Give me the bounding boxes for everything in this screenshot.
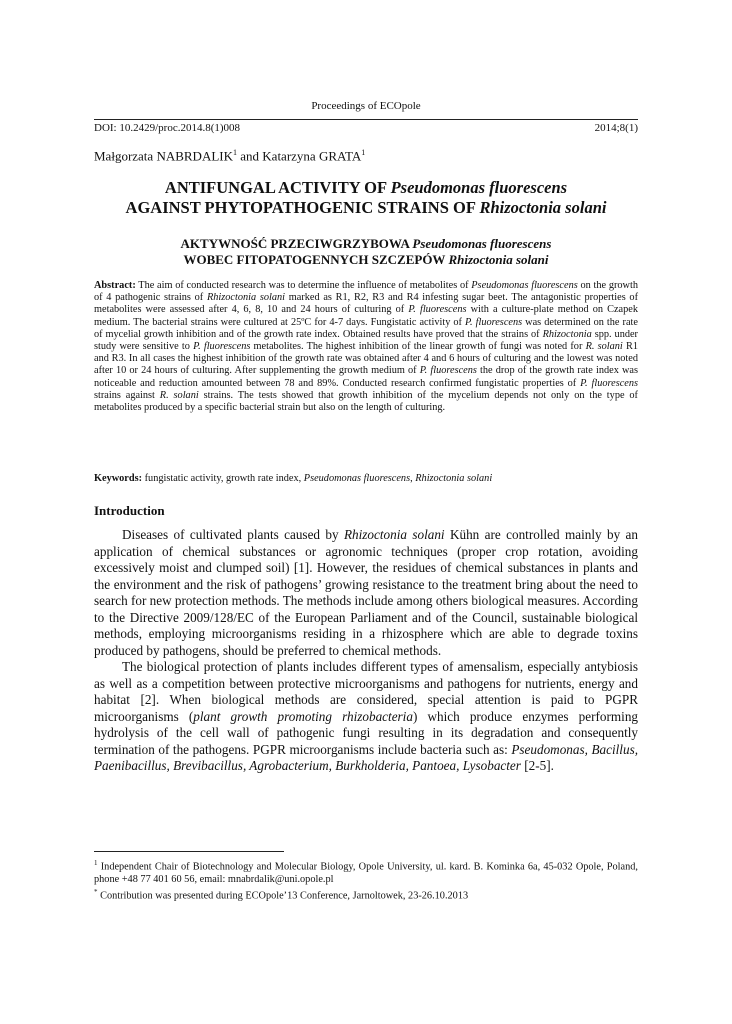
abstract-species: R. solani: [159, 389, 199, 401]
abstract-species: Rhizoctonia solani: [206, 292, 286, 304]
author-line: [94, 148, 365, 164]
footnote-2-text: Contribution was presented during ECOpole’13 Conference, Jarnoltowek, 23-26.10.2013: [97, 890, 469, 902]
abstract-species: Pseudomonas fluorescens: [471, 280, 578, 291]
author-1: Małgorzata NABRDALIK: [94, 148, 233, 164]
paragraph: [94, 659, 638, 775]
abstract-text: R1 and R3. In all cases the highest inhibition of the growth rate was obtained after 4 and 6 hours of culturing and the lowest was noted after 10 or 24 hours of culturing. After supplementing the growth medium of: [94, 341, 638, 377]
section-heading-introduction: Introduction: [94, 503, 165, 518]
introduction-body: [94, 527, 638, 775]
paragraph-species: Rhizoctonia solani: [343, 527, 445, 542]
paragraph-text: Kühn are controlled mainly by an application of chemical substances or agronomic techniques (proper crop rotation, avoiding excessively moist and clumped soil) [1]. However, the residues of chemical substances in plants and the environment and the risk of pathogens’ growing resistance to the treatment bring about the need to search for new protection methods. The methods include among others biological measures. According to the Directive 2009/128/EC of the European Parliament and of the Council, sustainable biological methods, employing microorganisms residing in a rhizosphere which are able to degrade toxins produced by pathogens, should be preferred to chemical methods.: [94, 527, 638, 658]
keywords-label: Keywords:: [94, 473, 143, 484]
abstract-text: marked as R1, R2, R3 and R4 infesting sugar beet. The antagonistic properties of metabolites were assessed after 4, 6, 8, 10 and 24 hours of culturing of: [94, 292, 638, 316]
doi-row: [94, 119, 638, 134]
abstract-text: strains. The tests showed that growth inhibition of the mycelium depends not only on the type of metabolites produced by a specific bacterial strain but also on the length of culturing.: [94, 389, 638, 414]
footnote-1: [94, 857, 638, 886]
abstract-text: spp. under study were sensitive to: [94, 328, 638, 353]
keywords-text: fungistatic activity, growth rate index,: [142, 473, 304, 484]
author-2-affil: 1: [361, 148, 366, 157]
footnote-1-mark: 1: [94, 859, 98, 867]
author-and: and: [237, 148, 263, 164]
abstract-species: P. fluorescens: [465, 316, 523, 328]
abstract-species: P. fluorescens: [419, 365, 477, 377]
author-1-affil: 1: [233, 148, 237, 157]
title-en-line2-species: Rhizoctonia solani: [479, 198, 607, 217]
footnotes: [94, 857, 638, 903]
title-en-line2: AGAINST PHYTOPATHOGENIC STRAINS OF: [125, 198, 480, 217]
abstract-species: Rhizoctonia: [542, 328, 592, 340]
title-pl-line2: WOBEC FITOPATOGENNYCH SZCZEPÓW: [183, 252, 449, 267]
footnote-2-mark: *: [94, 888, 98, 897]
title-polish: [94, 236, 638, 268]
title-pl-line1-species: Pseudomonas fluorescens: [412, 236, 552, 251]
title-pl-line2-species: Rhizoctonia solani: [448, 252, 549, 267]
paragraph-text: [2-5].: [520, 758, 554, 773]
keywords-separator: ,: [410, 473, 416, 484]
abstract-text: with a culture-plate method on Czapek medium. The bacterial strains were cultured at 25ºC for 4-7 days. Fungistatic activity of: [94, 304, 638, 328]
paragraph-text: The biological protection of plants includes different types of amensalism, especially antybiosis as well as a competition between protective microorganisms and pathogens for nutrients, energy and habitat [2]. When biological methods are considered, special attention is paid to PGPR microorganisms (: [94, 659, 638, 724]
footnote-2: [94, 886, 638, 903]
paragraph-italic: plant growth promoting rhizobacteria: [193, 708, 413, 724]
title-english: [94, 178, 638, 218]
doi: DOI: 10.2429/proc.2014.8(1)008: [94, 122, 241, 134]
title-en-line1: ANTIFUNGAL ACTIVITY OF: [164, 178, 391, 197]
title-en-line1-species: Pseudomonas fluorescens: [390, 178, 568, 197]
abstract-species: P. fluorescens: [193, 341, 251, 353]
title-pl-line1: AKTYWNOŚĆ PRZECIWGRZYBOWA: [180, 236, 413, 251]
abstract-text: The aim of conducted research was to determine the influence of metabolites of: [135, 280, 472, 291]
keywords-species: Pseudomonas fluorescens: [303, 473, 411, 484]
abstract-text: on the growth of 4 pathogenic strains of: [94, 280, 639, 304]
abstract-text: strains against: [94, 389, 160, 401]
footnote-1-text: Independent Chair of Biotechnology and Molecular Biology, Opole University, ul. kard. B. Kominka 6a, 45-032 Opole, Poland, phone +48 77 401 60 56, email: mnabrdalik@uni.opole.pl: [94, 861, 638, 885]
abstract-species: P. fluorescens: [408, 304, 467, 316]
paragraph-text: Diseases of cultivated plants caused by: [122, 527, 344, 542]
paragraph: [94, 527, 638, 659]
abstract-text: the drop of the growth rate index was noticeable and reduction amounted between 78 and 89%. Conducted research confirmed fungistatic properties of: [94, 365, 638, 389]
keywords-species: Rhizoctonia solani: [415, 473, 493, 484]
paragraph-text: ) which produce enzymes performing hydrolysis of the cell wall of pathogenic fungi resulting in its degradation and consequently termination of the pathogens. PGPR microorganisms include bacteria such as:: [94, 708, 639, 757]
abstract: [94, 280, 638, 414]
paragraph-genera: Pseudomonas, Bacillus, Paenibacillus, Brevibacillus, Agrobacterium, Burkholderia, Pantoea, Lysobacter: [94, 741, 638, 773]
abstract-species: P. fluorescens: [580, 377, 638, 389]
abstract-text: was determined on the rate of mycelial growth inhibition and of the growth rate index. Obtained results have proved that the strains of: [94, 316, 638, 340]
issue: 2014;8(1): [594, 122, 638, 134]
journal-name: Proceedings of ECOpole: [311, 100, 421, 112]
abstract-text: metabolites. The highest inhibition of the linear growth of fungi was noted for: [250, 341, 586, 353]
author-2: Katarzyna GRATA: [262, 148, 362, 164]
keywords: [94, 473, 638, 484]
abstract-label: Abstract:: [94, 280, 136, 291]
footnote-divider: [94, 851, 284, 852]
abstract-species: R. solani: [585, 341, 623, 353]
